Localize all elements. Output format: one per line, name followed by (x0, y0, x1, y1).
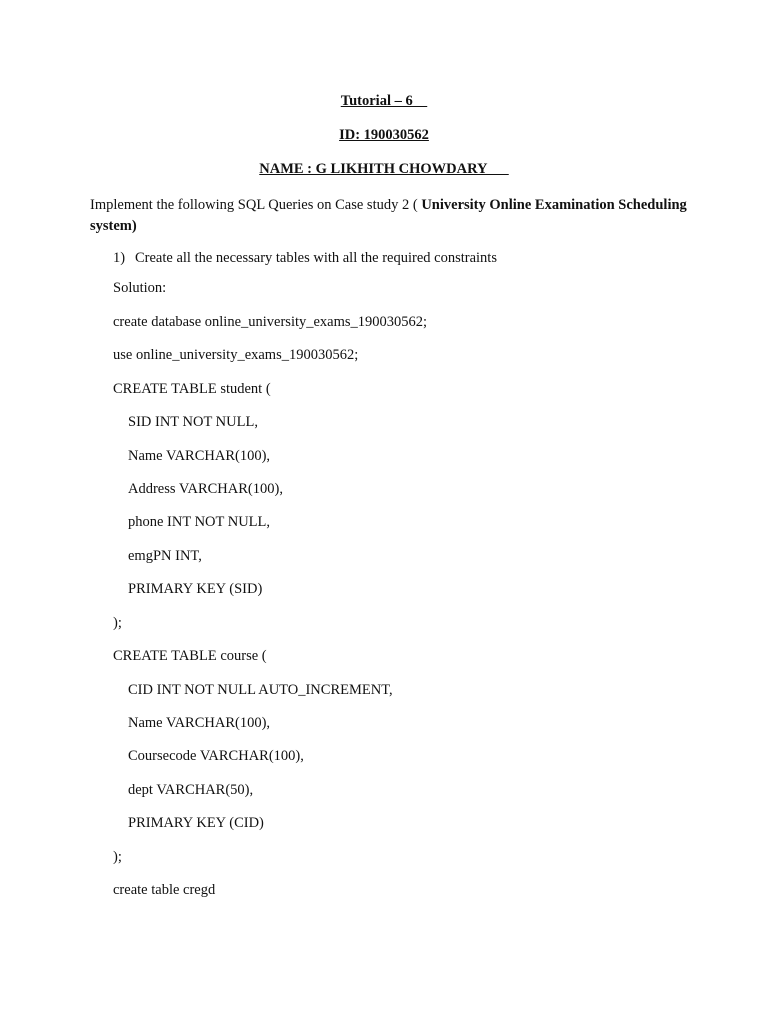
intro-text: Implement the following SQL Queries on Case study 2 ( (90, 197, 422, 213)
code-line: CREATE TABLE course ( (113, 648, 267, 664)
code-line: phone INT NOT NULL, (128, 514, 271, 530)
code-line: emgPN INT, (128, 548, 202, 564)
code-line: CREATE TABLE student ( (113, 381, 271, 397)
code-line: Address VARCHAR(100), (128, 481, 283, 497)
code-line: dept VARCHAR(50), (128, 782, 254, 798)
question-text: Create all the necessary tables with all the required constraints (135, 250, 497, 266)
code-line: CID INT NOT NULL AUTO_INCREMENT, (128, 682, 393, 698)
intro-paragraph (90, 195, 690, 237)
code-line: SID INT NOT NULL, (128, 414, 258, 430)
code-line: use online_university_exams_190030562; (113, 347, 359, 363)
code-line: Name VARCHAR(100), (128, 715, 271, 731)
student-id: ID: 190030562 (339, 127, 429, 143)
code-line: PRIMARY KEY (SID) (128, 581, 263, 597)
solution-label: Solution: (113, 280, 167, 296)
code-line: Coursecode VARCHAR(100), (128, 748, 304, 764)
code-line: ); (113, 849, 122, 865)
code-line: PRIMARY KEY (CID) (128, 815, 264, 831)
code-line: create database online_university_exams_190030562; (113, 314, 428, 330)
code-line: ); (113, 615, 122, 631)
question-number: 1) (113, 250, 126, 266)
intro-case-study-title: University Online Examination Scheduling system) (90, 197, 687, 234)
student-name: NAME : G LIKHITH CHOWDARY (259, 161, 509, 177)
tutorial-title: Tutorial – 6 (340, 93, 428, 109)
code-line: create table cregd (113, 882, 216, 898)
code-line: Name VARCHAR(100), (128, 448, 271, 464)
